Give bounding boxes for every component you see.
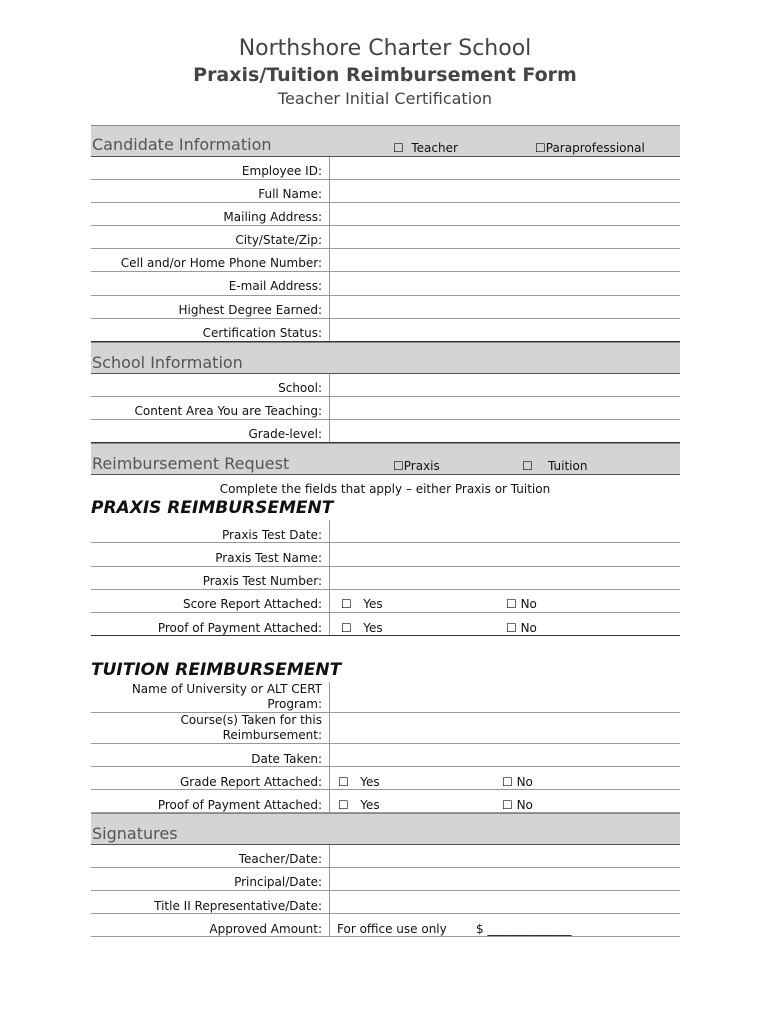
field-label: Highest Degree Earned: xyxy=(178,303,322,317)
mailing-address-field[interactable] xyxy=(336,206,676,222)
band-title: School Information xyxy=(92,353,243,372)
school-info-band xyxy=(91,342,680,374)
principal-signature-field[interactable] xyxy=(336,871,676,887)
instruction-note: Complete the fields that apply – either Praxis or Tuition xyxy=(219,482,551,496)
field-label: Proof of Payment Attached: xyxy=(157,621,322,635)
school-field[interactable] xyxy=(336,377,676,393)
praxis-test-date-field[interactable] xyxy=(336,523,676,539)
school-name: Northshore Charter School xyxy=(238,36,532,61)
form-row xyxy=(91,682,680,713)
tuition-payment-no-checkbox[interactable]: ☐ No xyxy=(502,798,533,812)
form-row xyxy=(91,420,680,443)
grade-report-yes-checkbox[interactable]: ☐ Yes xyxy=(338,775,380,789)
praxis-test-number-field[interactable] xyxy=(336,570,676,586)
form-row xyxy=(91,543,680,567)
praxis-checkbox[interactable]: ☐Praxis xyxy=(393,459,440,473)
teacher-signature-field[interactable] xyxy=(336,848,676,864)
field-label: Employee ID: xyxy=(241,164,322,178)
field-label: Score Report Attached: xyxy=(182,597,322,611)
praxis-test-name-field[interactable] xyxy=(336,546,676,562)
grade-level-field[interactable] xyxy=(336,423,676,439)
praxis-heading: PRAXIS REIMBURSEMENT xyxy=(91,498,334,518)
form-row xyxy=(91,203,680,226)
courses-field[interactable] xyxy=(336,717,676,737)
field-label: Approved Amount: xyxy=(209,922,322,936)
field-label: E-mail Address: xyxy=(228,279,322,293)
form-row xyxy=(91,249,680,272)
form-row xyxy=(91,567,680,590)
form-subtitle: Teacher Initial Certification xyxy=(277,89,493,108)
field-label: Teacher/Date: xyxy=(238,852,322,866)
form-row xyxy=(91,520,680,543)
form-row xyxy=(91,180,680,203)
field-label: Content Area You are Teaching: xyxy=(134,404,322,418)
field-label: Name of University or ALT CERT Program: xyxy=(131,682,322,711)
field-label: School: xyxy=(278,381,322,395)
form-row xyxy=(91,157,680,180)
band-title: Candidate Information xyxy=(92,135,272,154)
grade-report-no-checkbox[interactable]: ☐ No xyxy=(502,775,533,789)
email-field[interactable] xyxy=(336,275,676,291)
teacher-checkbox[interactable]: ☐ Teacher xyxy=(393,141,458,155)
form-row xyxy=(91,374,680,397)
tuition-heading: TUITION REIMBURSEMENT xyxy=(91,660,342,680)
field-label: Grade Report Attached: xyxy=(179,775,322,789)
signatures-band xyxy=(91,813,680,845)
form-row xyxy=(91,845,680,868)
praxis-payment-no-checkbox[interactable]: ☐ No xyxy=(506,621,537,635)
form-row xyxy=(91,914,680,937)
field-label: Certification Status: xyxy=(202,326,322,340)
field-label: Date Taken: xyxy=(251,752,322,766)
field-label: Proof of Payment Attached: xyxy=(157,798,322,812)
full-name-field[interactable] xyxy=(336,183,676,199)
field-label: Course(s) Taken for this Reimbursement: xyxy=(180,713,322,742)
university-field[interactable] xyxy=(336,686,676,706)
field-label: Praxis Test Date: xyxy=(222,528,322,542)
reimbursement-band xyxy=(91,443,680,475)
field-label: Praxis Test Number: xyxy=(202,574,322,588)
form-row xyxy=(91,767,680,790)
form-row xyxy=(91,713,680,744)
praxis-payment-yes-checkbox[interactable]: ☐ Yes xyxy=(341,621,383,635)
form-row xyxy=(91,272,680,296)
field-label: City/State/Zip: xyxy=(235,233,322,247)
employee-id-field[interactable] xyxy=(336,160,676,176)
highest-degree-field[interactable] xyxy=(336,299,676,315)
field-label: Full Name: xyxy=(258,187,322,201)
paraprofessional-checkbox[interactable]: ☐Paraprofessional xyxy=(535,141,645,155)
form-row xyxy=(91,744,680,767)
field-label: Grade-level: xyxy=(248,427,322,441)
office-use-note: For office use only xyxy=(337,922,447,936)
band-title: Signatures xyxy=(92,824,178,843)
tuition-checkbox[interactable]: ☐ Tuition xyxy=(522,459,588,473)
score-report-no-checkbox[interactable]: ☐ No xyxy=(506,597,537,611)
date-taken-field[interactable] xyxy=(336,747,676,763)
tuition-payment-yes-checkbox[interactable]: ☐ Yes xyxy=(338,798,380,812)
form-row xyxy=(91,891,680,914)
score-report-yes-checkbox[interactable]: ☐ Yes xyxy=(341,597,383,611)
approved-amount-field[interactable]: $ ______________ xyxy=(476,922,572,936)
city-state-zip-field[interactable] xyxy=(336,229,676,245)
title-ii-signature-field[interactable] xyxy=(336,894,676,910)
form-row xyxy=(91,226,680,249)
field-label: Principal/Date: xyxy=(234,875,322,889)
field-label: Title II Representative/Date: xyxy=(154,899,322,913)
form-title: Praxis/Tuition Reimbursement Form xyxy=(193,64,577,86)
form-row xyxy=(91,590,680,613)
form-row xyxy=(91,397,680,420)
form-row xyxy=(91,868,680,891)
form-row xyxy=(91,790,680,813)
form-row xyxy=(91,613,680,636)
field-label: Praxis Test Name: xyxy=(215,551,322,565)
certification-status-field[interactable] xyxy=(336,322,676,338)
phone-field[interactable] xyxy=(336,252,676,268)
candidate-info-band xyxy=(91,125,680,157)
field-label: Cell and/or Home Phone Number: xyxy=(120,256,322,270)
content-area-field[interactable] xyxy=(336,400,676,416)
field-label: Mailing Address: xyxy=(223,210,322,224)
form-row xyxy=(91,296,680,319)
form-row xyxy=(91,319,680,342)
band-title: Reimbursement Request xyxy=(92,454,290,473)
